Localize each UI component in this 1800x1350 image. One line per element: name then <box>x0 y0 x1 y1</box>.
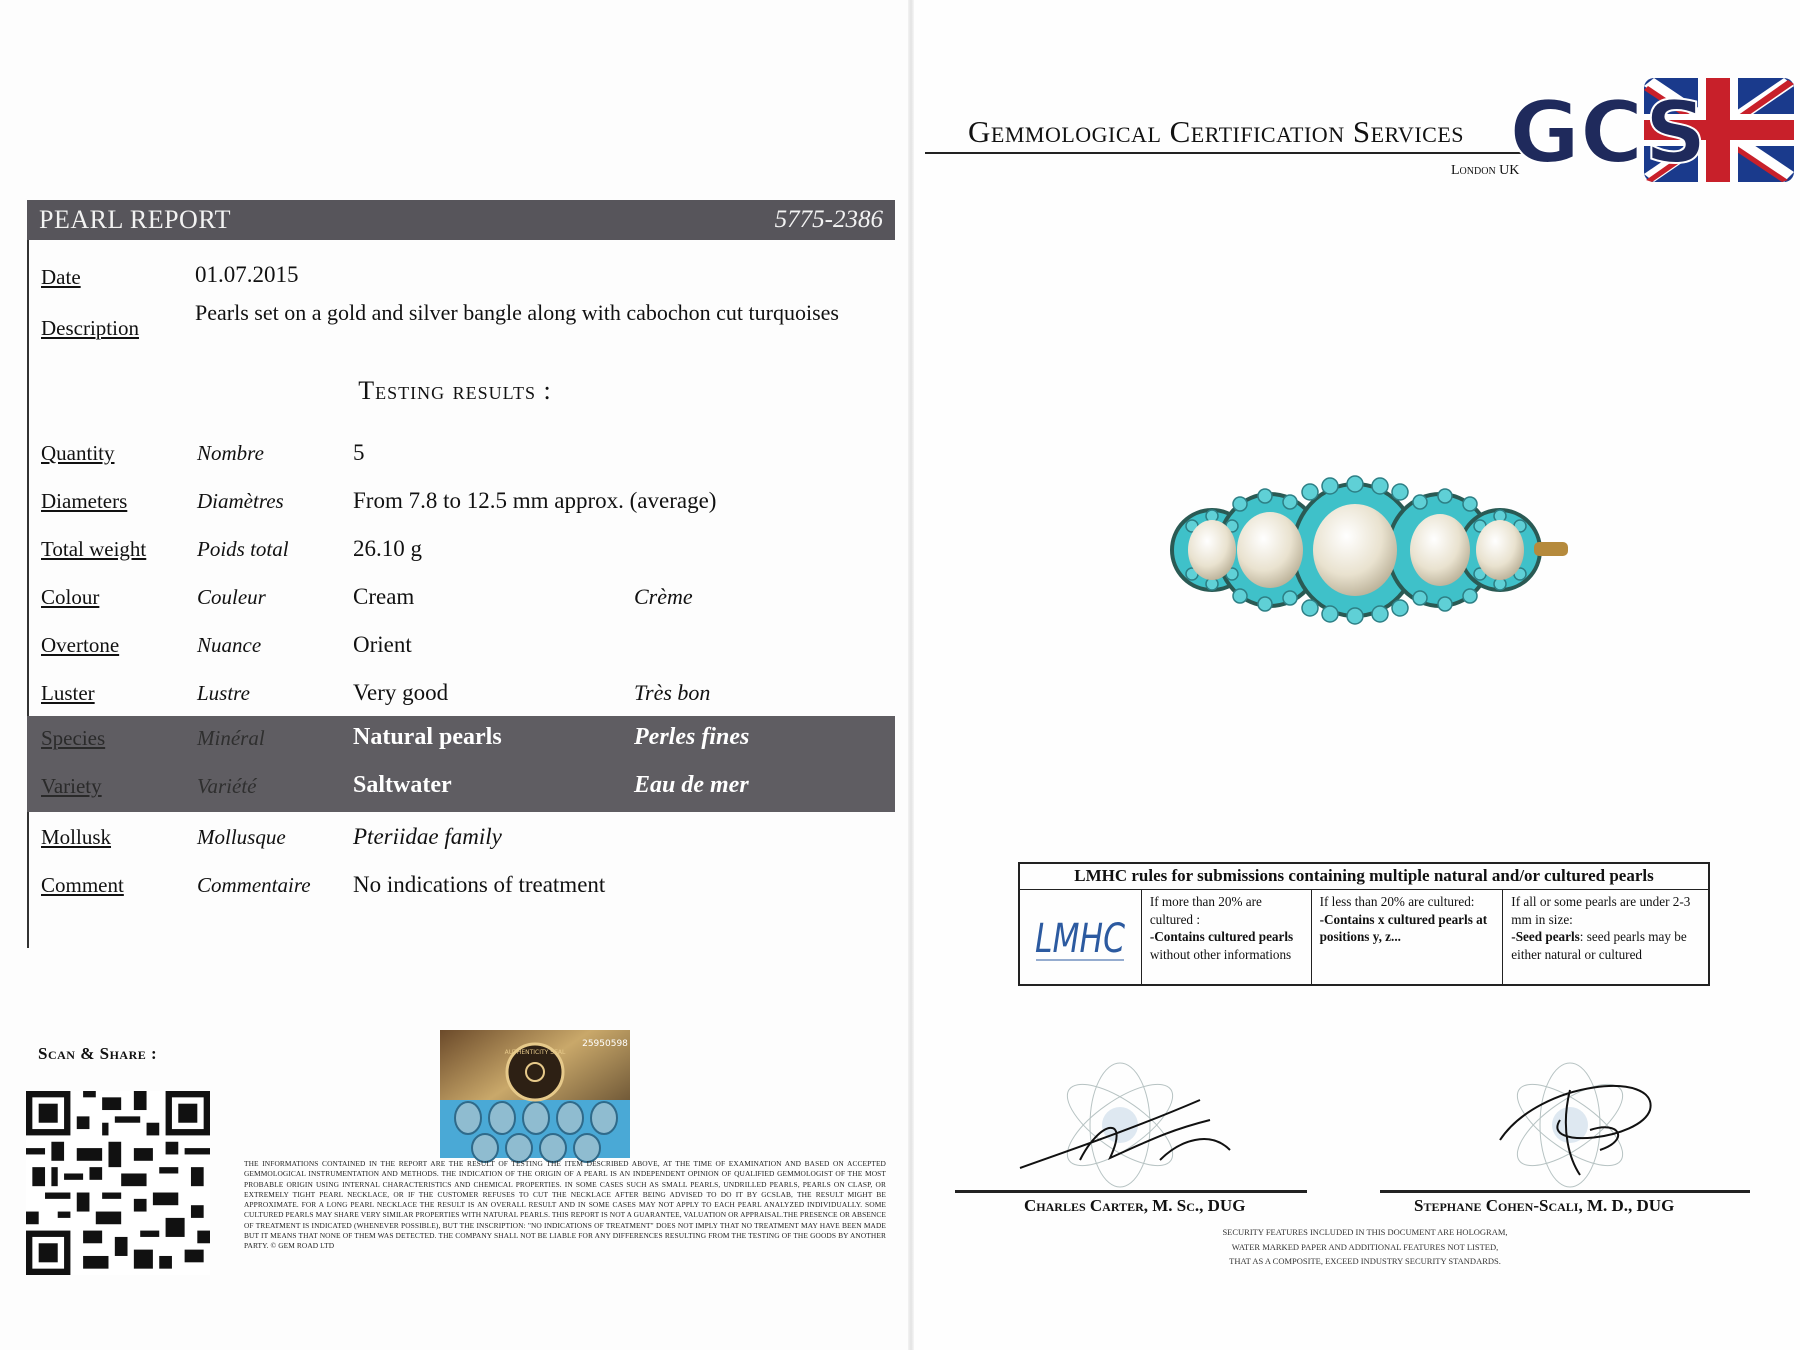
result-value: Pteriidae family <box>353 824 502 849</box>
security-note: SECURITY FEATURES INCLUDED IN THIS DOCUMENT ARE HOLOGRAM, WATER MARKED PAPER AND ADDITIONAL FEATURES NOT LISTED, THAT AS A COMPOSITE, EXCEED INDUSTRY SECURITY STANDARDS. <box>1222 1227 1508 1266</box>
lmhc-rules-box <box>1018 862 1710 986</box>
lmhc-rule-over-20: If more than 20% are cultured : -Contains cultured pearls without other informations <box>1142 890 1312 986</box>
result-value-fr: Eau de mer <box>634 772 749 798</box>
authenticity-hologram <box>440 1030 630 1158</box>
result-row-variety <box>27 764 895 812</box>
signatory-left: Charles Carter, M. Sc., DUG <box>1024 1196 1246 1215</box>
result-label: Overtone <box>41 633 120 657</box>
result-label-fr: Nuance <box>197 633 262 657</box>
result-label-fr: Variété <box>197 774 257 798</box>
result-label: Colour <box>41 585 100 609</box>
result-row-colour <box>27 581 895 627</box>
result-value: 26.10 g <box>353 536 422 561</box>
result-label: Mollusk <box>41 825 112 849</box>
result-value: Very good <box>353 680 449 705</box>
result-row-total-weight <box>27 533 895 579</box>
company-location: London UK <box>1451 163 1520 178</box>
lmhc-title: LMHC rules for submissions containing multiple natural and/or cultured pearls <box>1020 864 1708 890</box>
signatory-right: Stephane Cohen-Scali, M. D., DUG <box>1414 1196 1675 1215</box>
page-fold <box>908 0 914 1350</box>
result-label-fr: Commentaire <box>197 873 311 897</box>
report-number: 5775-2386 <box>774 206 883 233</box>
result-row-mollusk <box>27 821 895 867</box>
result-label: Diameters <box>41 489 128 513</box>
gcs-logo-text: GCS <box>1509 83 1707 183</box>
result-value: Natural pearls <box>353 724 502 750</box>
scan-share-title: Scan & Share : <box>38 1044 158 1063</box>
lmhc-rule-under-20: If less than 20% are cultured: -Contains x cultured pearls at positions y, z... <box>1312 890 1504 986</box>
report-title: PEARL REPORT <box>39 205 231 234</box>
result-label-fr: Minéral <box>197 726 265 750</box>
result-value-fr: Perles fines <box>634 724 750 750</box>
date-value: 01.07.2015 <box>195 262 299 287</box>
result-label: Quantity <box>41 441 115 465</box>
result-label-fr: Poids total <box>197 537 289 561</box>
company-name: Gemmological Certification Services <box>968 114 1464 149</box>
description-label: Description <box>41 316 139 340</box>
result-label-fr: Lustre <box>197 681 250 705</box>
lmhc-rule-seed-pearls: If all or some pearls are under 2-3 mm in size: -Seed pearls: seed pearls may be either natural or cultured <box>1511 894 1691 962</box>
result-row-overtone <box>27 629 895 675</box>
result-label-fr: Diamètres <box>197 489 284 513</box>
result-value: Orient <box>353 632 412 657</box>
signature-right <box>1460 1060 1800 1190</box>
gcs-logo <box>1509 76 1796 184</box>
result-row-species <box>27 716 895 764</box>
description-value: Pearls set on a gold and silver bangle along with cabochon cut turquoises <box>195 300 839 325</box>
signature-left <box>1010 1060 1350 1190</box>
signature-line-right <box>1380 1190 1750 1193</box>
result-label-fr: Couleur <box>197 585 266 609</box>
report-header-bar <box>27 200 895 240</box>
testing-results-heading: Testing results : <box>358 376 552 405</box>
header-rule <box>925 152 1543 154</box>
hologram-seal-text: AUTHENTICITY SEAL <box>504 1049 566 1056</box>
result-label-fr: Nombre <box>197 441 264 465</box>
result-label: Total weight <box>41 537 147 561</box>
qr-code[interactable] <box>26 1090 210 1276</box>
result-value-fr: Très bon <box>634 680 711 705</box>
result-value: Cream <box>353 584 415 609</box>
result-label: Species <box>41 726 106 750</box>
date-label: Date <box>41 265 81 289</box>
hologram-serial: 25950598 <box>582 1039 628 1049</box>
result-row-comment <box>27 869 895 915</box>
result-label: Comment <box>41 873 124 897</box>
result-row-quantity <box>27 437 895 483</box>
result-value: From 7.8 to 12.5 mm approx. (average) <box>353 488 717 513</box>
result-value-fr: Crème <box>634 584 693 609</box>
result-value: No indications of treatment <box>353 872 606 897</box>
result-label-fr: Mollusque <box>197 825 286 849</box>
lmhc-logo-text: LMHC <box>1035 916 1126 962</box>
signature-line-left <box>955 1190 1307 1193</box>
lmhc-logo <box>1020 890 1142 986</box>
result-value: Saltwater <box>353 772 452 798</box>
result-row-diameters <box>27 485 895 531</box>
result-value: 5 <box>353 440 365 465</box>
bangle-photo <box>1150 470 1570 630</box>
result-label: Variety <box>41 774 102 798</box>
legal-disclaimer: THE INFORMATIONS CONTAINED IN THE REPORT ARE THE RESULT OF TESTING THE ITEM DESCRIBED ABOVE, AT THE TIME OF EXAMINATION AND BASED ON ACCEPTED GEMMOLOGICAL INSTRUMENTATION AND METHODS. THE INDICATION OF THE ORIGIN OF A PEARL IS AN INDEPENDENT OPINION OF QUALIFIED GEMMOLOGIST OF THE MOST PROBABLE ORIGIN USING INTERNAL CHARACTERISTICS AND CHEMICAL PROPERTIES. IN SOME CASES SUCH AS SMALL PEARLS, UNDRILLED PEARLS, PEARLS ON CLASP, OR EXTREMELY TIGHT PEARL NECKLACE, OR IF THE CUSTOMER REFUSES TO CUT THE NECKLACE AFTER BEING ADVISED TO DO IT BY GCSLAB, THE RESULT MIGHT BE APPROXIMATE. FOR A LONG PEARL NECKLACE THE RESULT IS AN OVERALL RESULT AND IN SOME CASES MAY NOT APPLY TO EACH PEARL ANALYZED INDIVIDUALLY. SOME CULTURED PEARLS MAY SHARE VERY SIMILAR PROPERTIES WITH NATURAL PEARLS. THIS REPORT IS NOT A GUARANTEE, VALUATION OR APPRAISAL.THE PRESENCE OR ABSENCE OF TREATMENT IS INDICATED (WHENEVER POSSIBLE), BUT THE INSCRIPTION: "NO INDICATIONS OF TREATMENT" DOES NOT IMPLY THAT NO TREATMENT MAY HAVE BEEN MADE BUT IT MEANS THAT NONE OF THEM WAS DETECTED. THE COMPANY SHALL NOT BE LIABLE FOR ANY DIFFERENCES RESULTING FROM THE TESTING OF THE GOODS BY ANOTHER PARTY. © GEM ROAD LTD <box>244 1159 886 1251</box>
result-label: Luster <box>41 681 95 705</box>
